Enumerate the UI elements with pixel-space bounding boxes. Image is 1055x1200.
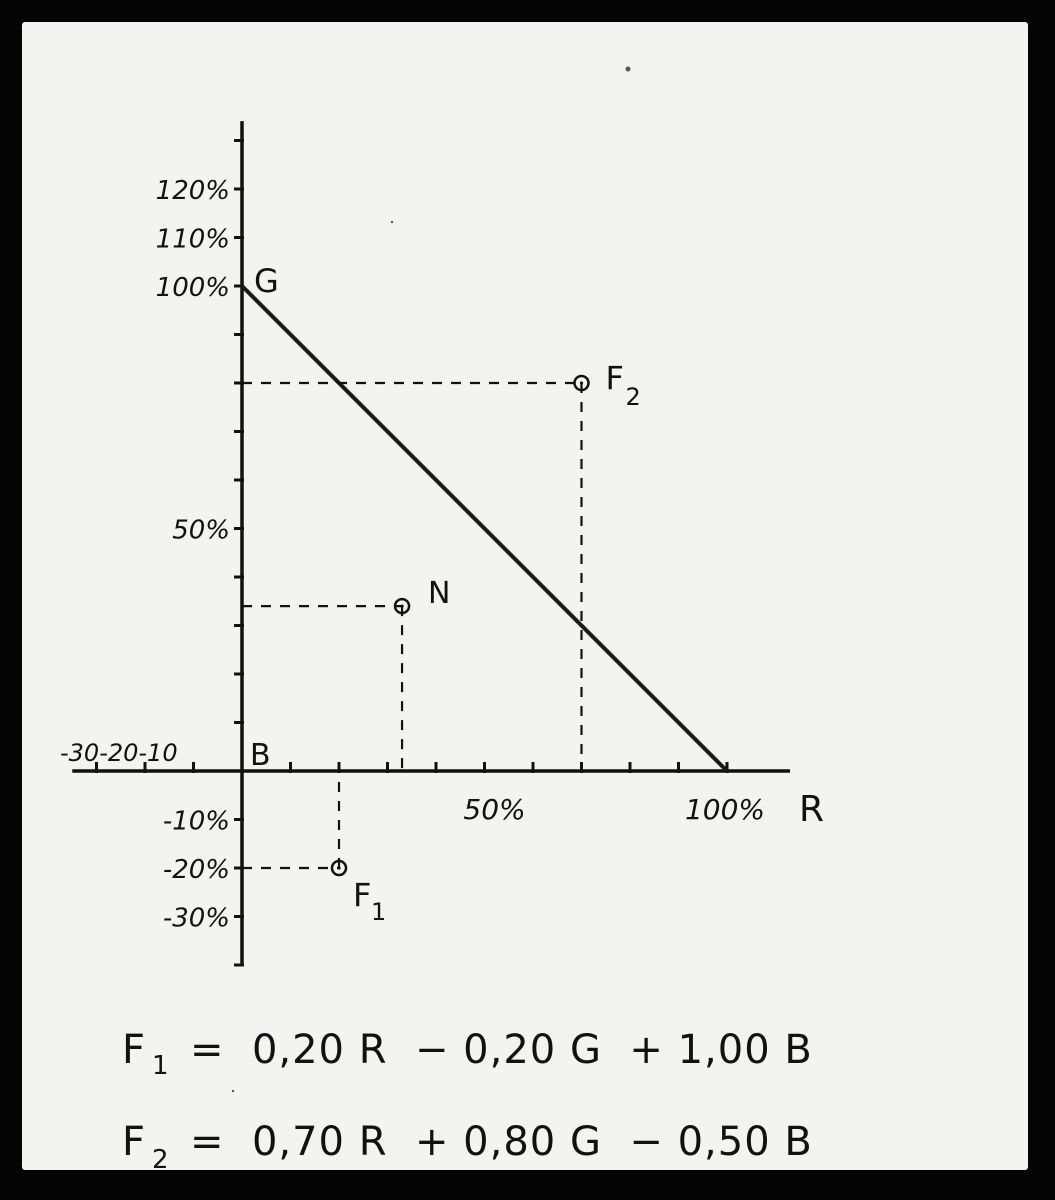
horizontal-axis-tick-labels bbox=[463, 793, 765, 826]
marker-dot-f1 bbox=[337, 866, 340, 869]
point-label-n: N bbox=[428, 576, 451, 612]
equation-f2-lhs-subscript: 2 bbox=[152, 1145, 170, 1175]
y-tick-label: -10% bbox=[162, 806, 230, 837]
point-label-g: G bbox=[254, 262, 279, 300]
point-label-f2: F bbox=[605, 359, 624, 397]
y-tick-label: -20% bbox=[162, 855, 230, 885]
equation-f1-rhs: = 0,20 R − 0,20 G + 1,00 B bbox=[190, 1027, 813, 1073]
speck bbox=[391, 221, 393, 223]
marker-dot-f2 bbox=[580, 381, 583, 384]
marker-dot-n bbox=[400, 605, 403, 608]
equation-f1-lhs-subscript: 1 bbox=[152, 1051, 170, 1081]
point-markers bbox=[332, 376, 589, 875]
point-label-f2-subscript: 2 bbox=[625, 383, 641, 411]
line-g-to-r bbox=[242, 286, 727, 771]
point-label-f1: F bbox=[353, 876, 372, 914]
equation-f1-lhs: F bbox=[122, 1027, 147, 1073]
speck bbox=[232, 1090, 234, 1092]
horizontal-axis-label: R bbox=[799, 789, 825, 830]
point-label-f1-subscript: 1 bbox=[371, 898, 387, 926]
point-label-b: B bbox=[250, 738, 271, 773]
negative-x-tick-labels: -30-20-10 bbox=[60, 739, 178, 767]
x-tick-label: 100% bbox=[684, 793, 766, 826]
y-tick-label: 110% bbox=[155, 224, 230, 255]
speck bbox=[626, 67, 631, 72]
equation-f2-lhs: F bbox=[122, 1119, 147, 1165]
vertical-axis-tick-labels bbox=[156, 176, 230, 934]
y-tick-label: 100% bbox=[155, 273, 230, 303]
equations bbox=[122, 1027, 813, 1175]
y-tick-label: 50% bbox=[172, 515, 230, 546]
y-tick-label: 120% bbox=[155, 176, 230, 206]
x-tick-label: 50% bbox=[463, 793, 526, 826]
y-tick-label: -30% bbox=[162, 903, 230, 934]
equation-f2-rhs: = 0,70 R + 0,80 G − 0,50 B bbox=[190, 1119, 813, 1165]
